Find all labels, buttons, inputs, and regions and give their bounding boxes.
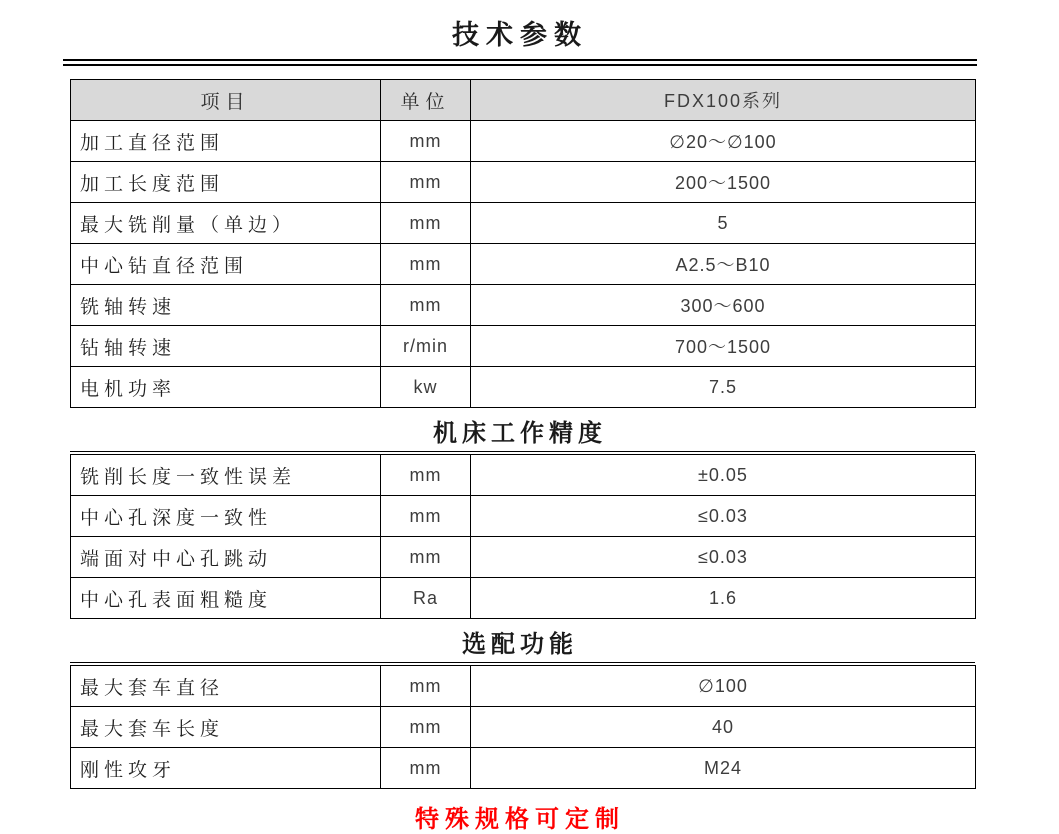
table-row <box>71 367 976 408</box>
footer-note: 特殊规格可定制 <box>415 807 625 833</box>
row-value: 300～600 <box>471 285 976 326</box>
title-divider <box>63 59 977 66</box>
row-label: 加工长度范围 <box>71 162 381 203</box>
spec-table-main <box>70 79 976 408</box>
row-unit: mm <box>381 707 471 748</box>
row-value: 1.6 <box>471 578 976 619</box>
table-row <box>71 455 976 496</box>
row-value: A2.5～B10 <box>471 244 976 285</box>
header-unit: 单位 <box>381 80 471 121</box>
spec-table-accuracy <box>70 454 976 619</box>
row-unit: kw <box>381 367 471 408</box>
spec-table-main-wrap <box>70 79 975 408</box>
section-title-optional: 选配功能 <box>462 632 578 658</box>
row-value: 7.5 <box>471 367 976 408</box>
row-value: ∅100 <box>471 666 976 707</box>
table-row <box>71 578 976 619</box>
table-row <box>71 748 976 789</box>
page-title: 技术参数 <box>452 20 588 50</box>
row-label: 端面对中心孔跳动 <box>71 537 381 578</box>
row-unit: mm <box>381 666 471 707</box>
table-row <box>71 707 976 748</box>
row-label: 电机功率 <box>71 367 381 408</box>
row-unit: mm <box>381 203 471 244</box>
row-unit: mm <box>381 121 471 162</box>
row-unit: mm <box>381 162 471 203</box>
row-value: ∅20～∅100 <box>471 121 976 162</box>
row-unit: mm <box>381 537 471 578</box>
section-title-accuracy: 机床工作精度 <box>433 421 607 447</box>
row-label: 最大套车长度 <box>71 707 381 748</box>
row-label: 铣轴转速 <box>71 285 381 326</box>
spec-table-optional-wrap <box>70 662 975 789</box>
row-label: 铣削长度一致性误差 <box>71 455 381 496</box>
row-unit: mm <box>381 748 471 789</box>
row-value: 700～1500 <box>471 326 976 367</box>
row-label: 最大铣削量（单边） <box>71 203 381 244</box>
row-value: 40 <box>471 707 976 748</box>
row-value: M24 <box>471 748 976 789</box>
table-row <box>71 326 976 367</box>
header-item: 项目 <box>71 80 381 121</box>
table-header-row <box>71 80 976 121</box>
row-label: 中心钻直径范围 <box>71 244 381 285</box>
row-unit: r/min <box>381 326 471 367</box>
table-row <box>71 121 976 162</box>
table-row <box>71 666 976 707</box>
table-row <box>71 203 976 244</box>
row-unit: mm <box>381 244 471 285</box>
table-row <box>71 537 976 578</box>
row-label: 加工直径范围 <box>71 121 381 162</box>
table-row <box>71 162 976 203</box>
table-row <box>71 285 976 326</box>
row-label: 中心孔表面粗糙度 <box>71 578 381 619</box>
row-label: 中心孔深度一致性 <box>71 496 381 537</box>
row-label: 最大套车直径 <box>71 666 381 707</box>
header-series: FDX100系列 <box>471 80 976 121</box>
table-row <box>71 244 976 285</box>
row-value: 5 <box>471 203 976 244</box>
row-value: ≤0.03 <box>471 537 976 578</box>
spec-table-accuracy-wrap <box>70 451 975 619</box>
row-value: ≤0.03 <box>471 496 976 537</box>
row-value: ±0.05 <box>471 455 976 496</box>
row-unit: Ra <box>381 578 471 619</box>
row-value: 200～1500 <box>471 162 976 203</box>
table-row <box>71 496 976 537</box>
document-content <box>63 0 977 834</box>
row-unit: mm <box>381 455 471 496</box>
row-label: 刚性攻牙 <box>71 748 381 789</box>
spec-table-optional <box>70 665 976 789</box>
row-unit: mm <box>381 285 471 326</box>
row-unit: mm <box>381 496 471 537</box>
row-label: 钻轴转速 <box>71 326 381 367</box>
